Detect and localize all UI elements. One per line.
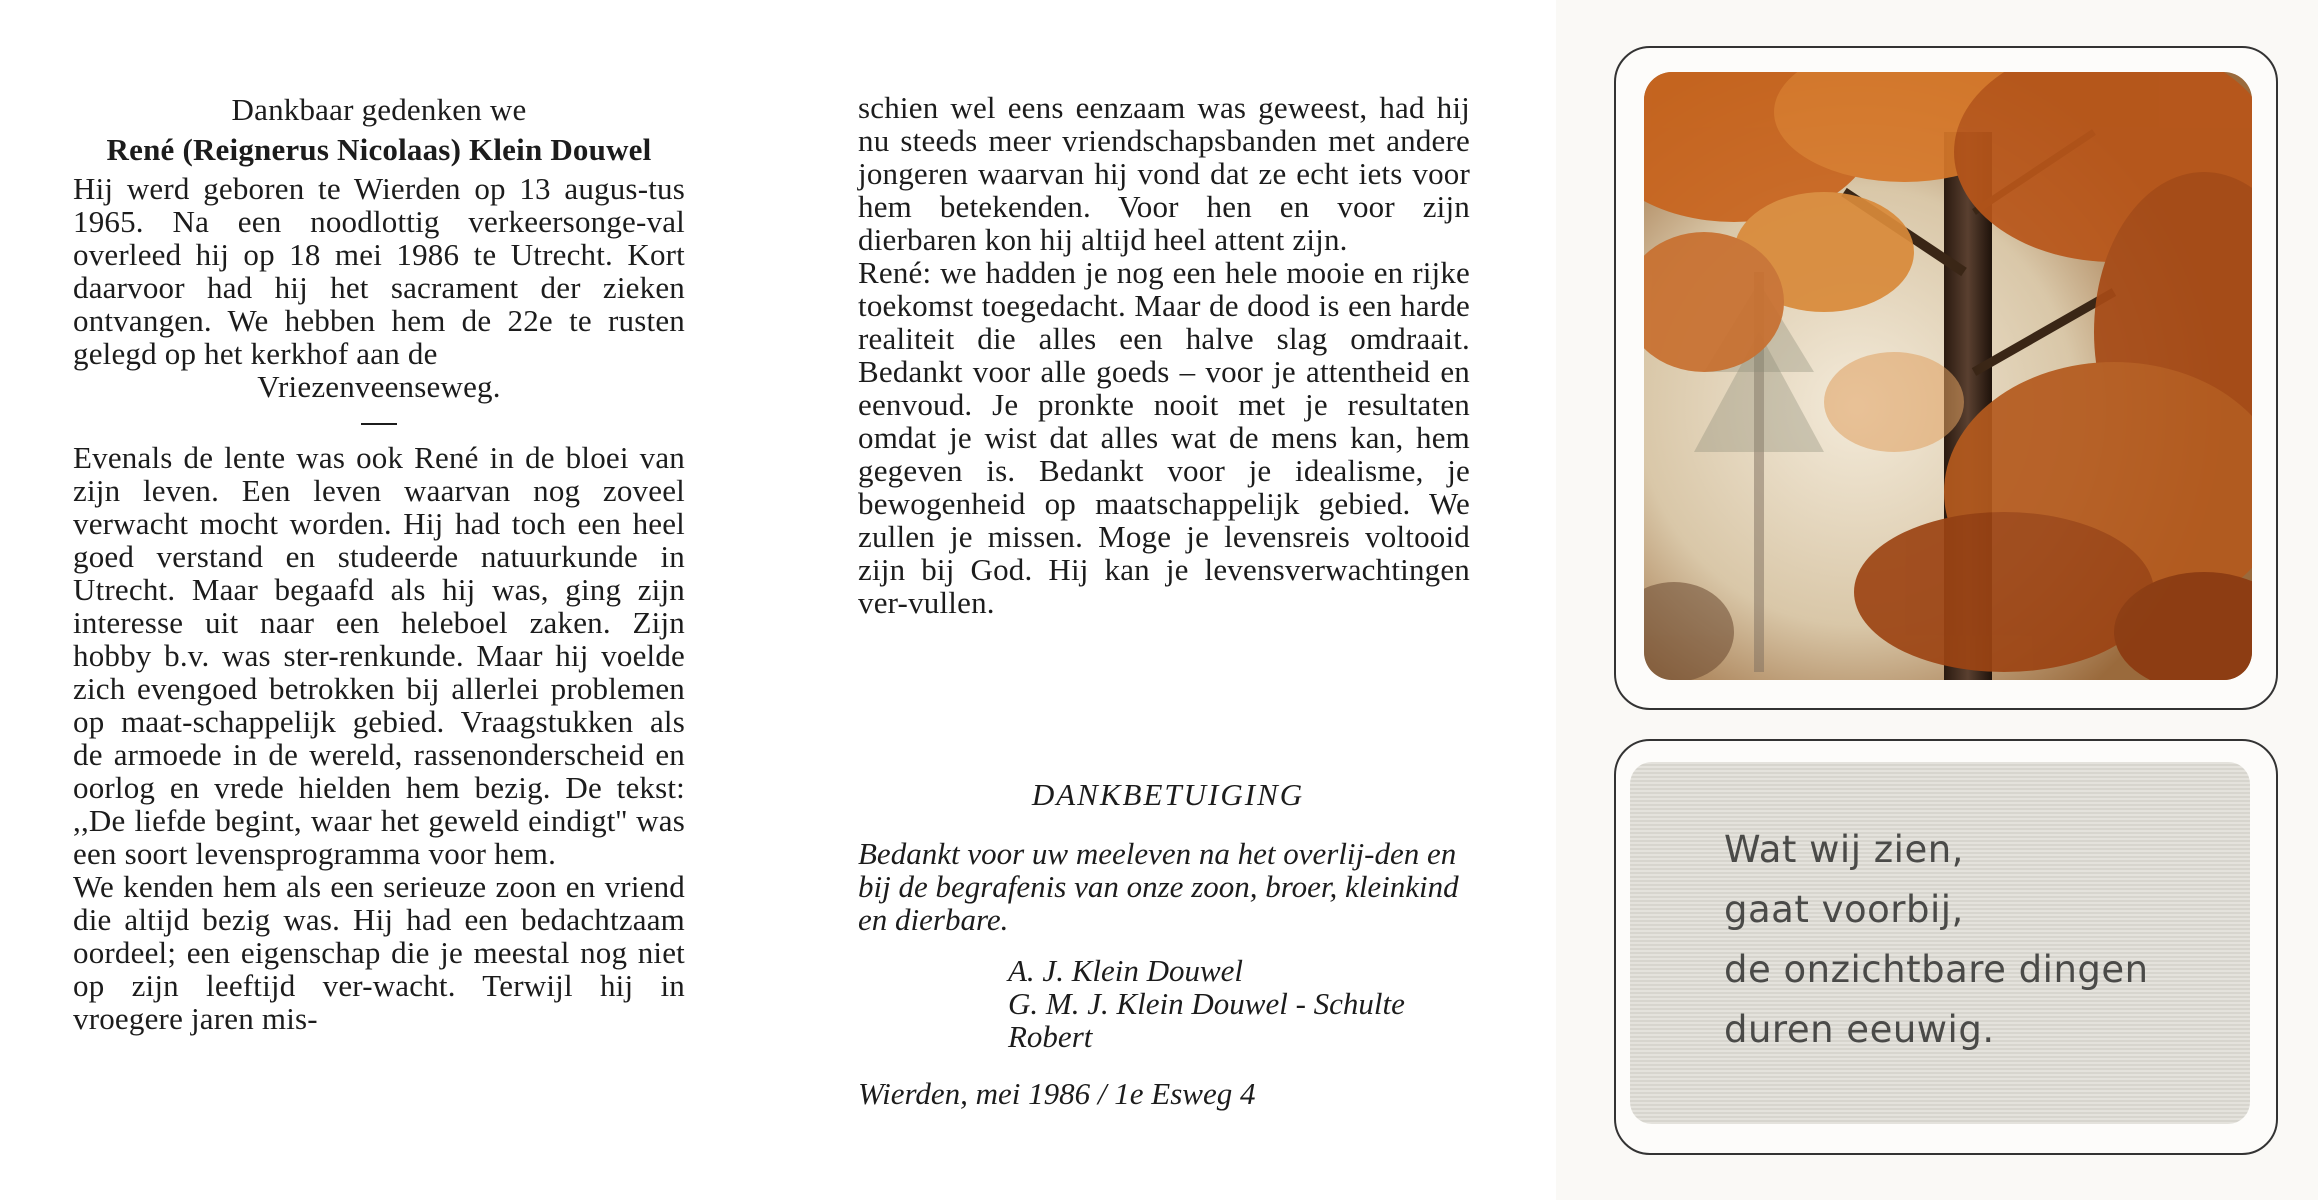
separator-dash [361,423,397,425]
deceased-name: René (Reignerus Nicolaas) Klein Douwel [106,132,652,167]
quote-line: gaat voorbij, [1724,888,1964,931]
autumn-tree-photo [1644,72,2252,680]
quote-line: de onzichtbare dingen [1724,948,2149,991]
middle-column [858,91,1470,619]
intro-last-line: Vriezenveenseweg. [257,369,501,404]
signature-line: A. J. Klein Douwel [1008,953,1244,988]
place-date: Wierden, mei 1986 / 1e Esweg 4 [858,1076,1256,1111]
signature-line: G. M. J. Klein Douwel - Schulte [1008,986,1405,1021]
quote-line: Wat wij zien, [1724,828,1964,871]
acknowledgement-text: Bedankt voor uw meeleven na het overlij-den en bij de begrafenis van onze zoon, broer, kleinkind en dierbare. [858,836,1459,937]
signature-line: Robert [1008,1019,1093,1054]
quote-text [1724,820,2149,1060]
life-paragraph-3: schien wel eens eenzaam was geweest, had hij nu steeds meer vriendschapsbanden met andere jongeren waarvan hij vond dat ze echt iets voor hem betekenden. Voor hen en voor zijn dierbaren kon hij altijd heel attent zijn. [858,90,1470,257]
acknowledgement-section [858,775,1478,1110]
farewell-paragraph: René: we hadden je nog een hele mooie en rijke toekomst toegedacht. Maar de dood is een harde realiteit die alles een halve slag omdraait. Bedankt voor alle goeds – voor je attentheid en eenvoud. Je pronkte nooit met je resultaten omdat je wist dat alles wat de mens kan, hem gegeven is. Bedankt voor je idealisme, je bewogenheid op maatschappelijk gebied. We zullen je missen. Moge je levensreis voltooid zijn bij God. Hij kan je levensverwachtingen ver-vullen. [858,255,1470,620]
acknowledgement-title: DANKBETUIGING [1031,777,1305,812]
intro-paragraph: Hij werd geboren te Wierden op 13 augus-tus 1965. Na een noodlottig verkeersonge-val overleed hij op 18 mei 1986 te Utrecht. Kort daarvoor had hij het sacrament der zieken ontvangen. We hebben hem de 22e te rusten gelegd op het kerkhof aan de [73,171,685,371]
signatures [1008,954,1478,1053]
life-paragraph-2: We kenden hem als een serieuze zoon en vriend die altijd bezig was. Hij had een bedachtzaam oordeel; een eigenschap die je meestal nog niet op zijn leeftijd ver-wacht. Terwijl hij in vroegere jaren mis- [73,869,685,1036]
dedication-heading: Dankbaar gedenken we [231,92,527,127]
left-column [73,90,685,1035]
life-paragraph-1: Evenals de lente was ook René in de bloei van zijn leven. Een leven waarvan nog zoveel verwacht mocht worden. Hij had toch een heel goed verstand en studeerde natuurkunde in Utrecht. Maar begaafd als hij was, ging zijn interesse uit naar een heleboel zaken. Zijn hobby b.v. was ster-renkunde. Maar hij voelde zich evengoed betrokken bij allerlei problemen op maat-schappelijk gebied. Vraagstukken als de armoede in de wereld, rassenonderscheid en oorlog en vrede hielden hem bezig. De tekst: ,,De liefde begint, waar het geweld eindigt'' was een soort levensprogramma voor hem. [73,440,685,871]
quote-line: duren eeuwig. [1724,1008,1995,1051]
